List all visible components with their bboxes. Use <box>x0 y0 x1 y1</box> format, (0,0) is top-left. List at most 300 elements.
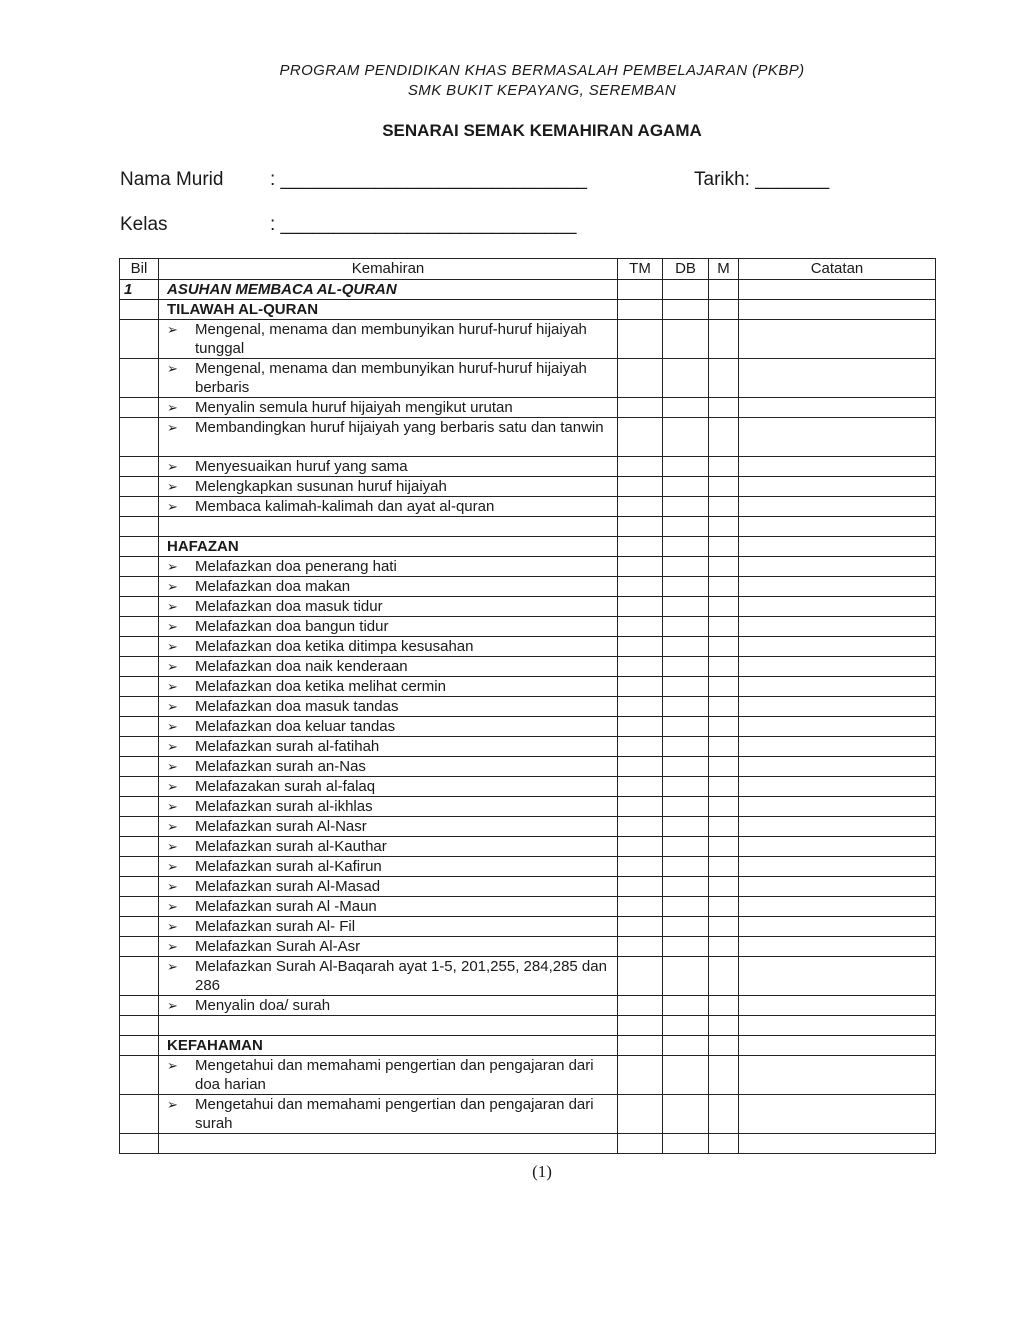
catatan-cell[interactable] <box>739 320 936 359</box>
bil-cell <box>120 897 159 917</box>
table-header-row <box>120 259 936 280</box>
db-cell[interactable] <box>663 577 709 597</box>
table-row <box>120 937 936 957</box>
skill-cell <box>159 897 618 917</box>
section-heading: TILAWAH AL-QURAN <box>159 300 618 320</box>
skill-text: Menyesuaikan huruf yang sama <box>195 458 408 475</box>
table-row <box>120 837 936 857</box>
arrow-bullet-icon: ➢ <box>167 939 178 954</box>
tm-cell[interactable] <box>618 937 663 957</box>
db-cell[interactable] <box>663 877 709 897</box>
section-heading: KEFAHAMAN <box>159 1036 618 1056</box>
m-cell[interactable] <box>709 1134 739 1154</box>
m-cell[interactable] <box>709 817 739 837</box>
arrow-bullet-icon: ➢ <box>167 679 178 694</box>
db-cell[interactable] <box>663 359 709 398</box>
m-cell[interactable] <box>709 537 739 557</box>
db-cell[interactable] <box>663 1036 709 1056</box>
bil-cell <box>120 996 159 1016</box>
school-header: SMK BUKIT KEPAYANG, SEREMBAN <box>407 82 677 99</box>
skill-text: Melafazkan doa ketika melihat cermin <box>195 678 446 695</box>
bil-cell <box>120 917 159 937</box>
skill-cell <box>159 597 618 617</box>
skill-cell <box>159 817 618 837</box>
catatan-cell[interactable] <box>739 657 936 677</box>
page-title: SENARAI SEMAK KEMAHIRAN AGAMA <box>382 121 702 140</box>
skill-cell <box>159 418 618 457</box>
db-cell[interactable] <box>663 418 709 457</box>
catatan-cell[interactable] <box>739 1095 936 1134</box>
skill-cell <box>159 457 618 477</box>
arrow-bullet-icon: ➢ <box>167 619 178 634</box>
tm-cell[interactable] <box>618 817 663 837</box>
tm-cell[interactable] <box>618 457 663 477</box>
m-cell[interactable] <box>709 877 739 897</box>
m-cell[interactable] <box>709 320 739 359</box>
skill-text: Melafazkan doa penerang hati <box>195 558 397 575</box>
arrow-bullet-icon: ➢ <box>167 322 178 337</box>
header-catatan: Catatan <box>739 259 936 280</box>
arrow-bullet-icon: ➢ <box>167 639 178 654</box>
arrow-bullet-icon: ➢ <box>167 479 178 494</box>
page-number: (1) <box>532 1162 552 1181</box>
m-cell[interactable] <box>709 677 739 697</box>
arrow-bullet-icon: ➢ <box>167 559 178 574</box>
bil-cell <box>120 497 159 517</box>
skill-cell <box>159 637 618 657</box>
bil-cell <box>120 637 159 657</box>
bil-cell: 1 <box>120 280 159 300</box>
skill-cell <box>159 777 618 797</box>
nama-murid-label: Nama Murid <box>120 169 224 190</box>
m-cell[interactable] <box>709 617 739 637</box>
skill-text: Mengetahui dan memahami pengertian dan pengajaran dari doa harian <box>195 1057 594 1093</box>
skills-checklist-table <box>119 258 936 1154</box>
skill-cell <box>159 996 618 1016</box>
catatan-cell[interactable] <box>739 877 936 897</box>
tm-cell[interactable] <box>618 300 663 320</box>
catatan-cell[interactable] <box>739 1016 936 1036</box>
m-cell[interactable] <box>709 897 739 917</box>
tm-cell[interactable] <box>618 577 663 597</box>
table-row <box>120 797 936 817</box>
db-cell[interactable] <box>663 320 709 359</box>
table-row <box>120 777 936 797</box>
skill-cell <box>159 917 618 937</box>
db-cell[interactable] <box>663 657 709 677</box>
bil-cell <box>120 398 159 418</box>
bil-cell <box>120 517 159 537</box>
catatan-cell[interactable] <box>739 300 936 320</box>
m-cell[interactable] <box>709 1016 739 1036</box>
table-row <box>120 617 936 637</box>
tm-cell[interactable] <box>618 1056 663 1095</box>
tm-cell[interactable] <box>618 1036 663 1056</box>
m-cell[interactable] <box>709 857 739 877</box>
db-cell[interactable] <box>663 817 709 837</box>
tm-cell[interactable] <box>618 697 663 717</box>
tm-cell[interactable] <box>618 957 663 996</box>
table-row <box>120 697 936 717</box>
bil-cell <box>120 877 159 897</box>
table-row <box>120 577 936 597</box>
bil-cell <box>120 837 159 857</box>
catatan-cell[interactable] <box>739 637 936 657</box>
catatan-cell[interactable] <box>739 537 936 557</box>
m-cell[interactable] <box>709 1095 739 1134</box>
catatan-cell[interactable] <box>739 457 936 477</box>
catatan-cell[interactable] <box>739 737 936 757</box>
table-row <box>120 557 936 577</box>
bil-cell <box>120 1016 159 1036</box>
m-cell[interactable] <box>709 917 739 937</box>
skill-text: Melafazkan surah Al -Maun <box>195 898 377 915</box>
tm-cell[interactable] <box>618 737 663 757</box>
skill-text: Mengenal, menama dan membunyikan huruf-huruf hijaiyah tunggal <box>195 321 587 357</box>
m-cell[interactable] <box>709 1036 739 1056</box>
table-row <box>120 996 936 1016</box>
bil-cell <box>120 597 159 617</box>
m-cell[interactable] <box>709 497 739 517</box>
skill-cell <box>159 957 618 996</box>
skill-text: Melafazkan doa makan <box>195 578 351 595</box>
header-tm: TM <box>618 259 663 280</box>
catatan-cell[interactable] <box>739 837 936 857</box>
tm-cell[interactable] <box>618 637 663 657</box>
tm-cell[interactable] <box>618 497 663 517</box>
catatan-cell[interactable] <box>739 697 936 717</box>
tm-cell[interactable] <box>618 398 663 418</box>
db-cell[interactable] <box>663 557 709 577</box>
catatan-cell[interactable] <box>739 517 936 537</box>
tm-cell[interactable] <box>618 517 663 537</box>
skill-cell <box>159 657 618 677</box>
skill-text: Melafazkan doa bangun tidur <box>195 618 389 635</box>
tm-cell[interactable] <box>618 777 663 797</box>
db-cell[interactable] <box>663 537 709 557</box>
db-cell[interactable] <box>663 857 709 877</box>
tm-cell[interactable] <box>618 320 663 359</box>
db-cell[interactable] <box>663 937 709 957</box>
tm-cell[interactable] <box>618 537 663 557</box>
arrow-bullet-icon: ➢ <box>167 779 178 794</box>
m-cell[interactable] <box>709 757 739 777</box>
m-cell[interactable] <box>709 797 739 817</box>
db-cell[interactable] <box>663 1095 709 1134</box>
skill-text: Melafazakan surah al-falaq <box>195 778 376 795</box>
tm-cell[interactable] <box>618 996 663 1016</box>
db-cell[interactable] <box>663 917 709 937</box>
arrow-bullet-icon: ➢ <box>167 739 178 754</box>
header-db: DB <box>663 259 709 280</box>
m-cell[interactable] <box>709 597 739 617</box>
program-header: PROGRAM PENDIDIKAN KHAS BERMASALAH PEMBELAJARAN (PKBP) <box>279 62 805 79</box>
table-row <box>120 817 936 837</box>
db-cell[interactable] <box>663 457 709 477</box>
catatan-cell[interactable] <box>739 497 936 517</box>
section-heading: HAFAZAN <box>159 537 618 557</box>
bil-cell <box>120 777 159 797</box>
m-cell[interactable] <box>709 398 739 418</box>
skill-text: Melafazkan surah Al- Fil <box>195 918 356 935</box>
tm-cell[interactable] <box>618 797 663 817</box>
m-cell[interactable] <box>709 280 739 300</box>
header-bil: Bil <box>120 259 159 280</box>
skill-text: Melafazkan surah al-Kafirun <box>195 858 382 875</box>
table-row <box>120 1016 936 1036</box>
skill-text: Melafazkan Surah Al-Asr <box>195 938 361 955</box>
nama-murid-field: : _____________________________ <box>270 169 587 190</box>
db-cell[interactable] <box>663 777 709 797</box>
table-row <box>120 677 936 697</box>
db-cell[interactable] <box>663 737 709 757</box>
db-cell[interactable] <box>663 497 709 517</box>
m-cell[interactable] <box>709 777 739 797</box>
bil-cell <box>120 537 159 557</box>
bil-cell <box>120 577 159 597</box>
db-cell[interactable] <box>663 517 709 537</box>
bil-cell <box>120 1056 159 1095</box>
section-heading: ASUHAN MEMBACA AL-QURAN <box>159 280 618 300</box>
arrow-bullet-icon: ➢ <box>167 919 178 934</box>
m-cell[interactable] <box>709 359 739 398</box>
arrow-bullet-icon: ➢ <box>167 899 178 914</box>
db-cell[interactable] <box>663 957 709 996</box>
catatan-cell[interactable] <box>739 917 936 937</box>
tm-cell[interactable] <box>618 280 663 300</box>
skill-cell <box>159 697 618 717</box>
db-cell[interactable] <box>663 477 709 497</box>
skill-cell <box>159 757 618 777</box>
arrow-bullet-icon: ➢ <box>167 599 178 614</box>
skill-cell <box>159 617 618 637</box>
tarikh-field: Tarikh: _______ <box>694 169 830 190</box>
db-cell[interactable] <box>663 1134 709 1154</box>
catatan-cell[interactable] <box>739 477 936 497</box>
table-row <box>120 398 936 418</box>
skill-text: Melafazkan doa keluar tandas <box>195 718 396 735</box>
db-cell[interactable] <box>663 398 709 418</box>
skill-cell <box>159 1056 618 1095</box>
arrow-bullet-icon: ➢ <box>167 499 178 514</box>
skill-text: Menyalin semula huruf hijaiyah mengikut urutan <box>195 399 513 416</box>
bil-cell <box>120 817 159 837</box>
db-cell[interactable] <box>663 637 709 657</box>
m-cell[interactable] <box>709 300 739 320</box>
table-row <box>120 717 936 737</box>
tm-cell[interactable] <box>618 1016 663 1036</box>
m-cell[interactable] <box>709 957 739 996</box>
skill-cell <box>159 1095 618 1134</box>
bil-cell <box>120 617 159 637</box>
db-cell[interactable] <box>663 996 709 1016</box>
tm-cell[interactable] <box>618 617 663 637</box>
bil-cell <box>120 697 159 717</box>
table-row <box>120 757 936 777</box>
arrow-bullet-icon: ➢ <box>167 420 178 435</box>
table-row <box>120 1036 936 1056</box>
db-cell[interactable] <box>663 677 709 697</box>
db-cell[interactable] <box>663 300 709 320</box>
db-cell[interactable] <box>663 897 709 917</box>
skill-cell <box>159 320 618 359</box>
catatan-cell[interactable] <box>739 817 936 837</box>
bil-cell <box>120 557 159 577</box>
skill-cell <box>159 497 618 517</box>
table-row <box>120 477 936 497</box>
catatan-cell[interactable] <box>739 717 936 737</box>
catatan-cell[interactable] <box>739 359 936 398</box>
tm-cell[interactable] <box>618 857 663 877</box>
tm-cell[interactable] <box>618 837 663 857</box>
table-row <box>120 497 936 517</box>
blank-cell <box>159 1016 618 1036</box>
bil-cell <box>120 657 159 677</box>
skill-cell <box>159 557 618 577</box>
bil-cell <box>120 717 159 737</box>
skill-text: Membandingkan huruf hijaiyah yang berbaris satu dan tanwin <box>195 419 604 436</box>
tm-cell[interactable] <box>618 657 663 677</box>
tm-cell[interactable] <box>618 418 663 457</box>
tm-cell[interactable] <box>618 1095 663 1134</box>
db-cell[interactable] <box>663 280 709 300</box>
kelas-label: Kelas <box>120 214 168 235</box>
catatan-cell[interactable] <box>739 937 936 957</box>
db-cell[interactable] <box>663 617 709 637</box>
arrow-bullet-icon: ➢ <box>167 879 178 894</box>
tm-cell[interactable] <box>618 597 663 617</box>
tm-cell[interactable] <box>618 359 663 398</box>
m-cell[interactable] <box>709 457 739 477</box>
db-cell[interactable] <box>663 597 709 617</box>
catatan-cell[interactable] <box>739 957 936 996</box>
catatan-cell[interactable] <box>739 857 936 877</box>
catatan-cell[interactable] <box>739 897 936 917</box>
m-cell[interactable] <box>709 477 739 497</box>
m-cell[interactable] <box>709 737 739 757</box>
catatan-cell[interactable] <box>739 797 936 817</box>
arrow-bullet-icon: ➢ <box>167 959 178 974</box>
arrow-bullet-icon: ➢ <box>167 400 178 415</box>
bil-cell <box>120 737 159 757</box>
m-cell[interactable] <box>709 418 739 457</box>
table-row <box>120 637 936 657</box>
tm-cell[interactable] <box>618 477 663 497</box>
db-cell[interactable] <box>663 1056 709 1095</box>
bil-cell <box>120 300 159 320</box>
bil-cell <box>120 1036 159 1056</box>
skill-cell <box>159 737 618 757</box>
catatan-cell[interactable] <box>739 1036 936 1056</box>
bil-cell <box>120 957 159 996</box>
bil-cell <box>120 937 159 957</box>
catatan-cell[interactable] <box>739 996 936 1016</box>
tm-cell[interactable] <box>618 1134 663 1154</box>
db-cell[interactable] <box>663 837 709 857</box>
catatan-cell[interactable] <box>739 597 936 617</box>
db-cell[interactable] <box>663 797 709 817</box>
header-m: M <box>709 259 739 280</box>
skill-text: Melafazkan surah al-ikhlas <box>195 798 373 815</box>
bil-cell <box>120 1134 159 1154</box>
catatan-cell[interactable] <box>739 280 936 300</box>
tm-cell[interactable] <box>618 757 663 777</box>
catatan-cell[interactable] <box>739 757 936 777</box>
m-cell[interactable] <box>709 577 739 597</box>
catatan-cell[interactable] <box>739 557 936 577</box>
m-cell[interactable] <box>709 697 739 717</box>
db-cell[interactable] <box>663 697 709 717</box>
db-cell[interactable] <box>663 757 709 777</box>
bil-cell <box>120 457 159 477</box>
db-cell[interactable] <box>663 717 709 737</box>
m-cell[interactable] <box>709 517 739 537</box>
catatan-cell[interactable] <box>739 398 936 418</box>
bil-cell <box>120 320 159 359</box>
bil-cell <box>120 797 159 817</box>
tm-cell[interactable] <box>618 897 663 917</box>
table-row <box>120 737 936 757</box>
arrow-bullet-icon: ➢ <box>167 1058 178 1073</box>
m-cell[interactable] <box>709 837 739 857</box>
table-body <box>120 280 936 1154</box>
bil-cell <box>120 1095 159 1134</box>
skill-text: Mengenal, menama dan membunyikan huruf-huruf hijaiyah berbaris <box>195 360 587 396</box>
arrow-bullet-icon: ➢ <box>167 819 178 834</box>
catatan-cell[interactable] <box>739 1134 936 1154</box>
skill-text: Melafazkan surah al-Kauthar <box>195 838 387 855</box>
arrow-bullet-icon: ➢ <box>167 659 178 674</box>
m-cell[interactable] <box>709 717 739 737</box>
bil-cell <box>120 418 159 457</box>
m-cell[interactable] <box>709 937 739 957</box>
tm-cell[interactable] <box>618 917 663 937</box>
skill-cell <box>159 398 618 418</box>
tm-cell[interactable] <box>618 717 663 737</box>
tm-cell[interactable] <box>618 877 663 897</box>
catatan-cell[interactable] <box>739 777 936 797</box>
skill-cell <box>159 359 618 398</box>
table-row <box>120 517 936 537</box>
table-row <box>120 320 936 359</box>
table-row <box>120 359 936 398</box>
bil-cell <box>120 359 159 398</box>
db-cell[interactable] <box>663 1016 709 1036</box>
m-cell[interactable] <box>709 1056 739 1095</box>
table-row <box>120 917 936 937</box>
catatan-cell[interactable] <box>739 677 936 697</box>
m-cell[interactable] <box>709 637 739 657</box>
m-cell[interactable] <box>709 996 739 1016</box>
m-cell[interactable] <box>709 557 739 577</box>
catatan-cell[interactable] <box>739 617 936 637</box>
catatan-cell[interactable] <box>739 577 936 597</box>
tm-cell[interactable] <box>618 677 663 697</box>
arrow-bullet-icon: ➢ <box>167 859 178 874</box>
skill-text: Melafazkan surah an-Nas <box>195 758 366 775</box>
table-row <box>120 1134 936 1154</box>
skill-text: Melafazkan doa masuk tandas <box>195 698 399 715</box>
catatan-cell[interactable] <box>739 1056 936 1095</box>
arrow-bullet-icon: ➢ <box>167 459 178 474</box>
tm-cell[interactable] <box>618 557 663 577</box>
m-cell[interactable] <box>709 657 739 677</box>
table-row <box>120 300 936 320</box>
arrow-bullet-icon: ➢ <box>167 799 178 814</box>
catatan-cell[interactable] <box>739 418 936 457</box>
table-row <box>120 1056 936 1095</box>
skill-text: Melengkapkan susunan huruf hijaiyah <box>195 478 447 495</box>
